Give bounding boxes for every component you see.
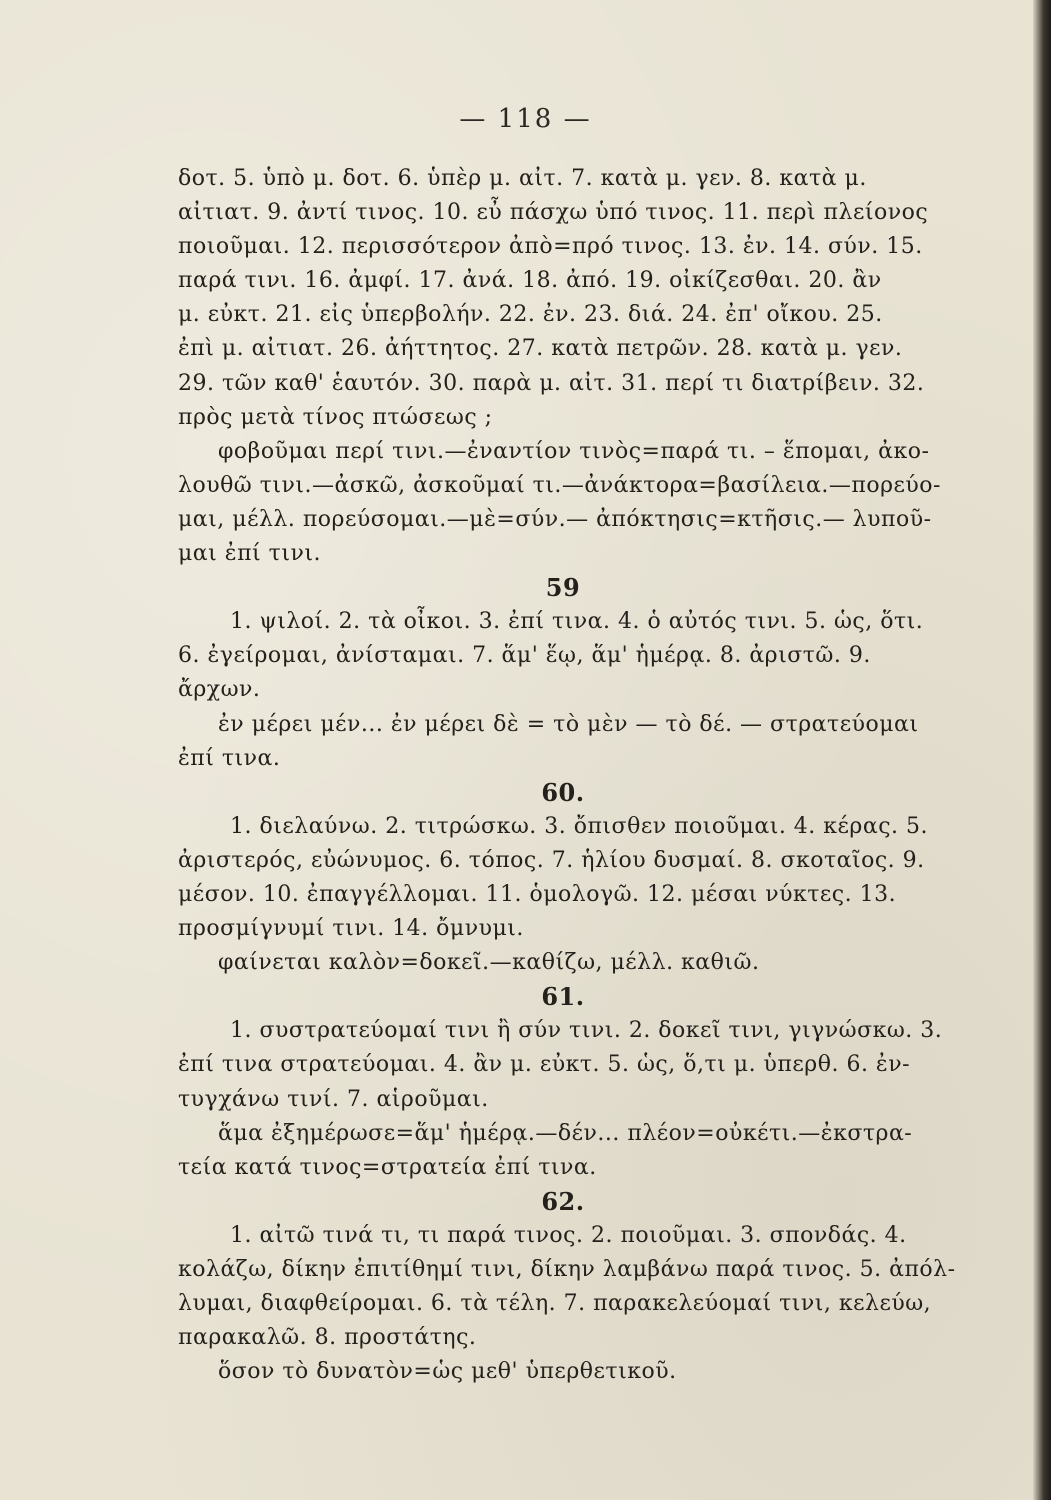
paragraph-start-line: ἅμα ἐξημέρωσε=ἅμ' ἡμέρᾳ.—δέν... πλέον=οὐκέτι.—ἐκστρα- — [218, 1120, 913, 1146]
exercise-start-line: 1. συστρατεύομαί τινι ἢ σύν τινι. 2. δοκεῖ τινι, γιγνώσκω. 3. — [230, 1018, 943, 1044]
section-heading: 61. — [541, 982, 585, 1012]
text-line: μέσον. 10. ἐπαγγέλλομαι. 11. ὁμολογῶ. 12. μέσαι νύκτες. 13. — [178, 881, 897, 907]
paragraph-start-line: ὅσον τὸ δυνατὸν=ὡς μεθ' ὑπερθετικοῦ. — [218, 1359, 677, 1385]
section-heading: 59 — [545, 573, 581, 603]
text-line: μαι ἐπί τινι. — [178, 541, 321, 567]
paragraph-start-line: φοβοῦμαι περί τινι.—ἐναντίον τινὸς=παρά τι. – ἕπομαι, ἀκο- — [218, 438, 930, 464]
text-line: 6. ἐγείρομαι, ἀνίσταμαι. 7. ἅμ' ἕῳ, ἅμ' ἡμέρᾳ. 8. ἀριστῶ. 9. — [178, 643, 871, 669]
paragraph-start-line: φαίνεται καλὸν=δοκεῖ.—καθίζω, μέλλ. καθιῶ. — [218, 950, 760, 976]
text-line: μ. εὐκτ. 21. εἰς ὑπερβολήν. 22. ἐν. 23. διά. 24. ἐπ' οἴκου. 25. — [178, 302, 883, 328]
exercise-start-line: 1. αἰτῶ τινά τι, τι παρά τινος. 2. ποιοῦμαι. 3. σπονδάς. 4. — [230, 1222, 907, 1248]
text-line: λυμαι, διαφθείρομαι. 6. τὰ τέλη. 7. παρακελεύομαί τινι, κελεύω, — [178, 1291, 932, 1317]
text-line: 29. τῶν καθ' ἑαυτόν. 30. παρὰ μ. αἰτ. 31. περί τι διατρίβειν. 32. — [178, 370, 925, 396]
text-line: προσμίγνυμί τινι. 14. ὄμνυμι. — [178, 916, 524, 942]
text-line: πρὸς μετὰ τίνος πτώσεως ; — [178, 404, 493, 430]
exercise-start-line: 1. διελαύνω. 2. τιτρώσκω. 3. ὄπισθεν ποιοῦμαι. 4. κέρας. 5. — [230, 813, 929, 839]
page-number: — 118 — — [459, 104, 592, 134]
paragraph-start-line: ἐν μέρει μέν... ἐν μέρει δὲ = τὸ μὲν — τὸ δέ. — στρατεύομαι — [218, 711, 919, 737]
text-line: παρά τινι. 16. ἀμφί. 17. ἀνά. 18. ἀπό. 19. οἰκίζεσθαι. 20. ἂν — [178, 268, 882, 294]
text-line: κολάζω, δίκην ἐπιτίθημί τινι, δίκην λαμβάνω παρά τινος. 5. ἀπόλ- — [178, 1257, 956, 1282]
section-heading: 60. — [541, 777, 585, 807]
text-line: μαι, μέλλ. πορεύσομαι.—μὲ=σύν.— ἀπόκτησις=κτῆσις.— λυποῦ- — [178, 506, 932, 532]
text-line: λουθῶ τινι.—ἀσκῶ, ἀσκοῦμαί τι.—ἀνάκτορα=βασίλεια.—πορεύο- — [178, 472, 941, 498]
text-line: ἐπί τινα. — [178, 745, 281, 771]
text-line: ἐπὶ μ. αἰτιατ. 26. ἀήττητος. 27. κατὰ πετρῶν. 28. κατὰ μ. γεν. — [178, 336, 903, 362]
text-line: δοτ. 5. ὑπὸ μ. δοτ. 6. ὑπὲρ μ. αἰτ. 7. κατὰ μ. γεν. 8. κατὰ μ. — [178, 166, 867, 191]
page-binding-edge — [1033, 0, 1051, 1500]
text-line: ἀριστερός, εὐώνυμος. 6. τόπος. 7. ἡλίου δυσμαί. 8. σκοταῖος. 9. — [178, 847, 925, 873]
text-line: τεία κατά τινος=στρατεία ἐπί τινα. — [178, 1154, 597, 1180]
text-line: αἰτιατ. 9. ἀντί τινος. 10. εὖ πάσχω ὑπό τινος. 11. περὶ πλείονος — [178, 200, 929, 226]
text-line: ἄρχων. — [178, 677, 261, 703]
exercise-start-line: 1. ψιλοί. 2. τὰ οἶκοι. 3. ἐπί τινα. 4. ὁ αὐτός τινι. 5. ὡς, ὅτι. — [230, 609, 924, 635]
text-line: τυγχάνω τινί. 7. αἱροῦμαι. — [178, 1086, 489, 1112]
section-heading: 62. — [541, 1186, 585, 1216]
text-line: ποιοῦμαι. 12. περισσότερον ἀπὸ=πρό τινος. 13. ἐν. 14. σύν. 15. — [178, 234, 923, 260]
text-body — [178, 162, 958, 1389]
text-line: παρακαλῶ. 8. προστάτης. — [178, 1325, 477, 1351]
text-line: ἐπί τινα στρατεύομαι. 4. ἂν μ. εὐκτ. 5. ὡς, ὅ,τι μ. ὑπερθ. 6. ἐν- — [178, 1052, 911, 1078]
